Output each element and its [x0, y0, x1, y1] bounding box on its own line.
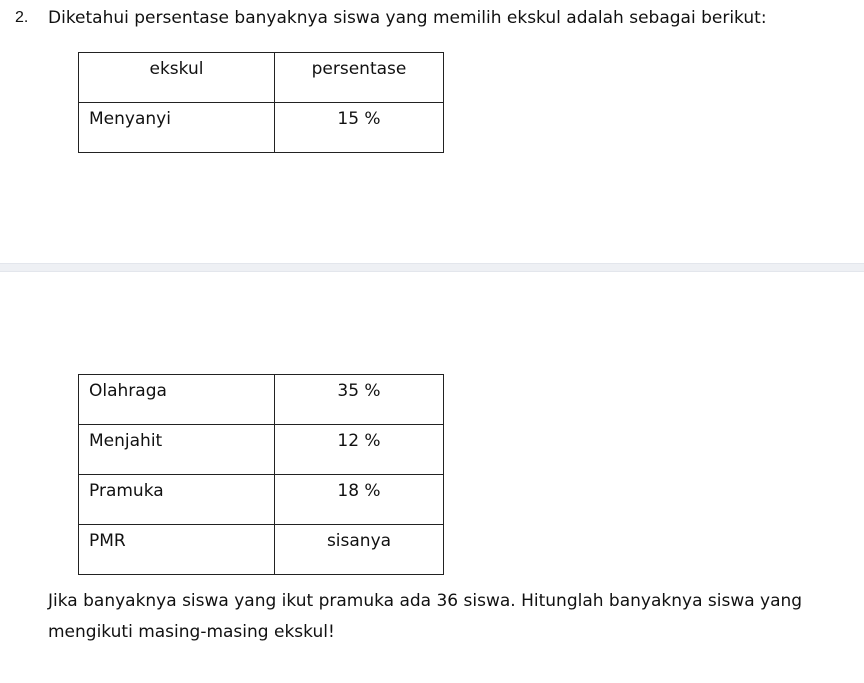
table-row	[79, 375, 444, 425]
ekskul-cell: Menyanyi	[79, 103, 275, 153]
ekskul-cell: Pramuka	[79, 475, 275, 525]
question-number: 2.	[15, 9, 29, 26]
persentase-cell: sisanya	[275, 525, 444, 575]
table-row	[79, 425, 444, 475]
column-header-persentase: persentase	[275, 53, 444, 103]
persentase-cell: 12 %	[275, 425, 444, 475]
ekskul-table-continued	[78, 374, 444, 575]
table-row	[79, 525, 444, 575]
prompt-line-1: Jika banyaknya siswa yang ikut pramuka ada 36 siswa. Hitunglah banyaknya siswa yang	[48, 591, 803, 611]
question-text: Diketahui persentase banyaknya siswa yang memilih ekskul adalah sebagai berikut:	[48, 8, 767, 28]
column-header-ekskul: ekskul	[79, 53, 275, 103]
persentase-cell: 35 %	[275, 375, 444, 425]
ekskul-cell: PMR	[79, 525, 275, 575]
table-row	[79, 475, 444, 525]
persentase-cell: 18 %	[275, 475, 444, 525]
prompt-line-2: mengikuti masing-masing ekskul!	[48, 622, 335, 642]
table-header-row	[79, 53, 444, 103]
ekskul-cell: Menjahit	[79, 425, 275, 475]
ekskul-cell: Olahraga	[79, 375, 275, 425]
page-break	[0, 263, 864, 272]
persentase-cell: 15 %	[275, 103, 444, 153]
ekskul-table-header-part	[78, 52, 444, 153]
question-prompt	[48, 586, 858, 648]
table-row	[79, 103, 444, 153]
